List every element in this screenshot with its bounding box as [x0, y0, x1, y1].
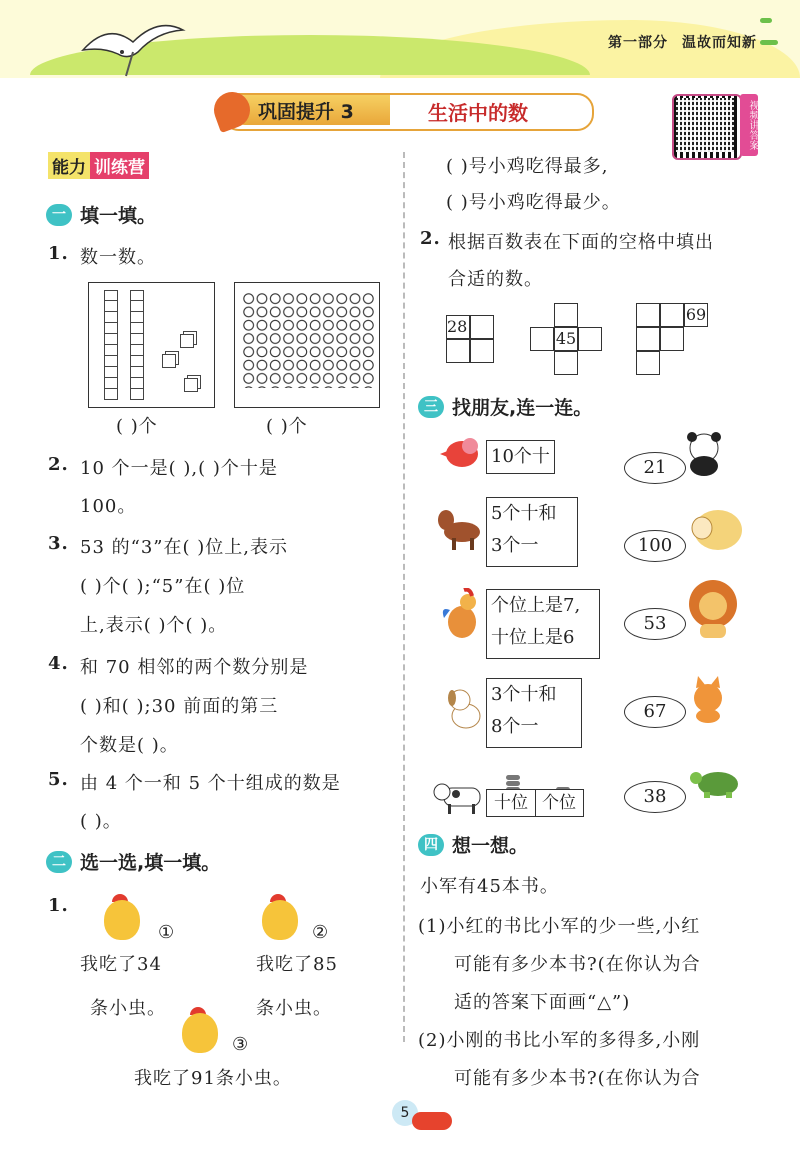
r-q2-number: 2. — [420, 228, 441, 249]
match-right-21[interactable]: 21 — [624, 452, 686, 484]
hundred-grid-3 — [636, 303, 710, 377]
think-p2-line1: (2)小刚的书比小军的多得多,小刚 — [418, 1030, 701, 1051]
puppy-icon — [444, 686, 486, 732]
q4-number: 4. — [48, 653, 69, 674]
grid-cell-blank[interactable] — [578, 327, 602, 351]
chick-1-text-b: 条小虫。 — [90, 998, 166, 1019]
lesson-title: 生活中的数 — [428, 101, 528, 125]
grid-cell-blank[interactable] — [636, 351, 660, 375]
dot-grid — [242, 292, 376, 388]
q3-number: 3. — [48, 533, 69, 554]
chick-2-text-a: 我吃了85 — [256, 954, 338, 975]
grid-cell-28: 28 — [446, 315, 470, 339]
ones-place-label: 个位 — [542, 793, 576, 813]
lesson-number: 巩固提升 3 — [258, 101, 354, 123]
cow-icon — [432, 780, 488, 816]
qr-label: 视频讲答案 — [740, 94, 758, 156]
q5-number: 5. — [48, 769, 69, 790]
chick-icon — [182, 1013, 218, 1053]
panda-icon — [682, 430, 726, 476]
header-label — [608, 32, 771, 52]
q5-line1: 由 4 个一和 5 个十组成的数是 — [80, 773, 341, 794]
grid-cell-blank[interactable] — [660, 303, 684, 327]
q5-line2[interactable]: ( )。 — [80, 811, 122, 832]
q1-text: 数一数。 — [80, 247, 156, 268]
chick-1-number: ① — [158, 922, 176, 943]
qr-code-pattern — [676, 98, 734, 152]
section-3-title: 找朋友,连一连。 — [452, 397, 593, 419]
unit-cube — [162, 354, 176, 368]
q4-line3[interactable]: 个数是( )。 — [80, 735, 179, 756]
q4-line2[interactable]: ( )和( );30 前面的第三 — [80, 696, 279, 717]
least-line[interactable]: ( )号小鸡吃得最少。 — [446, 192, 621, 213]
section-4-title: 想一想。 — [452, 835, 529, 857]
chick-3-number: ③ — [232, 1034, 250, 1055]
hundred-grid-1 — [446, 315, 494, 363]
match-left-4-line1: 3个十和 — [491, 684, 557, 705]
think-p1-line1: (1)小红的书比小军的少一些,小红 — [418, 916, 701, 937]
tens-place-label: 十位 — [487, 790, 536, 816]
grid-cell-45: 45 — [554, 327, 578, 351]
match-left-5[interactable] — [486, 789, 584, 817]
match-left-4-line2: 8个一 — [491, 716, 539, 737]
think-p2-line2: 可能有多少本书?(在你认为合 — [454, 1068, 701, 1089]
match-right-53[interactable]: 53 — [624, 608, 686, 640]
q1-number: 1. — [48, 243, 69, 264]
badge-part-a: 能力 — [48, 152, 90, 179]
most-line[interactable]: ( )号小鸡吃得最多, — [446, 156, 609, 177]
chick-3-text: 我吃了91条小虫。 — [134, 1068, 292, 1089]
section-2-title: 选一选,填一填。 — [80, 852, 221, 874]
q1-answer-left[interactable]: ( )个 — [116, 416, 158, 437]
grid-cell-blank[interactable] — [636, 303, 660, 327]
submarine-icon — [412, 1112, 452, 1130]
column-divider — [403, 152, 405, 1042]
q3-line2[interactable]: ( )个( );“5”在( )位 — [80, 576, 246, 597]
grid-cell-blank[interactable] — [554, 351, 578, 375]
unit-cube — [180, 334, 194, 348]
section-4-icon: 四 — [418, 834, 444, 856]
match-left-2-line2: 3个一 — [491, 535, 539, 556]
grid-cell-blank[interactable] — [470, 315, 494, 339]
match-right-38[interactable]: 38 — [624, 781, 686, 813]
match-left-3-line2: 十位上是6 — [491, 627, 575, 648]
section-1-title: 填一填。 — [80, 205, 157, 227]
q2-line1[interactable]: 10 个一是( ),( )个十是 — [80, 458, 278, 479]
think-p1-line2: 可能有多少本书?(在你认为合 — [454, 954, 701, 975]
cat-icon — [684, 676, 732, 724]
grid-cell-blank[interactable] — [636, 327, 660, 351]
match-left-2[interactable] — [486, 497, 578, 567]
q4-line1: 和 70 相邻的两个数分别是 — [80, 657, 309, 678]
r-q2-line2: 合适的数。 — [448, 269, 543, 290]
grid-cell-blank[interactable] — [660, 327, 684, 351]
think-p1-line3: 适的答案下面画“△”) — [454, 992, 631, 1013]
header-dash — [760, 40, 778, 45]
sheep-icon — [684, 506, 744, 554]
grid-cell-blank[interactable] — [446, 339, 470, 363]
match-left-3-line1: 个位上是7, — [491, 595, 581, 616]
section-1-icon: 一 — [46, 204, 72, 226]
header-part: 第一部分 — [608, 35, 668, 51]
bird-icon — [438, 432, 484, 472]
abacus-bead — [506, 781, 520, 786]
grid-cell-blank[interactable] — [530, 327, 554, 351]
header-dash — [760, 18, 772, 23]
match-left-1[interactable]: 10个十 — [486, 440, 555, 474]
abacus-bead — [506, 775, 520, 780]
turtle-icon — [688, 764, 744, 800]
horse-icon — [434, 506, 486, 550]
chick-1-text-a: 我吃了34 — [80, 954, 162, 975]
match-left-4[interactable] — [486, 678, 582, 748]
chick-2-number: ② — [312, 922, 330, 943]
match-right-100[interactable]: 100 — [624, 530, 686, 562]
seagull-icon — [78, 12, 188, 82]
match-left-3[interactable] — [486, 589, 600, 659]
think-intro: 小军有45本书。 — [420, 876, 559, 897]
q1-answer-right[interactable]: ( )个 — [266, 416, 308, 437]
grid-cell-blank[interactable] — [470, 339, 494, 363]
chick-2-text-b: 条小虫。 — [256, 998, 332, 1019]
q3-line3[interactable]: 上,表示( )个( )。 — [80, 615, 228, 636]
grid-cell-69: 69 — [684, 303, 708, 327]
q3-line1[interactable]: 53 的“3”在( )位上,表示 — [80, 537, 288, 558]
r-q2-line1: 根据百数表在下面的空格中填出 — [448, 232, 714, 253]
chick-icon — [262, 900, 298, 940]
unit-cube — [184, 378, 198, 392]
q2-number: 2. — [48, 454, 69, 475]
s2q1-number: 1. — [48, 895, 69, 916]
match-right-67[interactable]: 67 — [624, 696, 686, 728]
hundred-grid-2 — [530, 303, 604, 377]
match-left-2-line1: 5个十和 — [491, 503, 557, 524]
ten-rod — [130, 290, 144, 400]
grid-cell-blank[interactable] — [554, 303, 578, 327]
chick-icon — [104, 900, 140, 940]
ten-rod — [104, 290, 118, 400]
q2-line2: 100。 — [80, 496, 137, 517]
badge-part-b: 训练营 — [90, 152, 149, 179]
header-section: 温故而知新 — [682, 35, 757, 51]
ability-badge — [48, 152, 149, 178]
section-2-icon: 二 — [46, 851, 72, 873]
section-3-icon: 三 — [418, 396, 444, 418]
lion-icon — [684, 578, 742, 640]
rooster-icon — [440, 588, 486, 644]
page-number: 5 — [392, 1100, 418, 1126]
